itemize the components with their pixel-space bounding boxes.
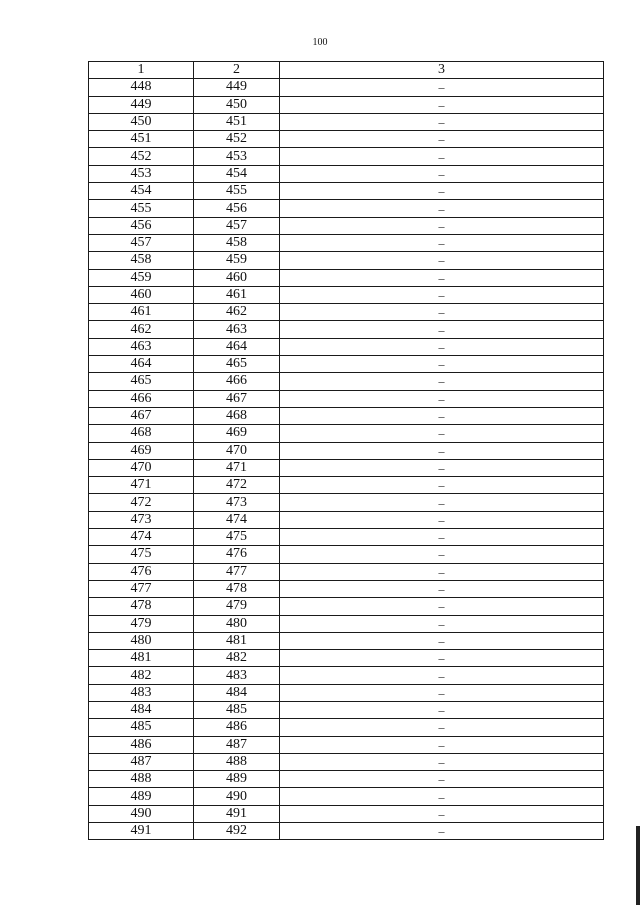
cell-col-3: – bbox=[280, 286, 604, 303]
cell-col-2: 473 bbox=[194, 494, 280, 511]
cell-col-3: – bbox=[280, 632, 604, 649]
cell-col-2: 450 bbox=[194, 96, 280, 113]
table-row bbox=[89, 771, 604, 788]
cell-col-2: 458 bbox=[194, 234, 280, 251]
table-row bbox=[89, 113, 604, 130]
cell-col-2: 484 bbox=[194, 684, 280, 701]
table-row bbox=[89, 580, 604, 597]
cell-col-3: – bbox=[280, 304, 604, 321]
cell-col-1: 462 bbox=[89, 321, 194, 338]
cell-col-1: 490 bbox=[89, 805, 194, 822]
cell-col-3: – bbox=[280, 269, 604, 286]
cell-col-2: 475 bbox=[194, 529, 280, 546]
cell-col-2: 472 bbox=[194, 477, 280, 494]
cell-col-2: 461 bbox=[194, 286, 280, 303]
cell-col-2: 463 bbox=[194, 321, 280, 338]
cell-col-2: 485 bbox=[194, 701, 280, 718]
cell-col-2: 481 bbox=[194, 632, 280, 649]
table-row bbox=[89, 442, 604, 459]
cell-col-1: 465 bbox=[89, 373, 194, 390]
cell-col-1: 463 bbox=[89, 338, 194, 355]
cell-col-3: – bbox=[280, 719, 604, 736]
cell-col-3: – bbox=[280, 442, 604, 459]
cell-col-2: 477 bbox=[194, 563, 280, 580]
cell-col-1: 485 bbox=[89, 719, 194, 736]
cell-col-2: 488 bbox=[194, 753, 280, 770]
cell-col-3: – bbox=[280, 477, 604, 494]
cell-col-2: 487 bbox=[194, 736, 280, 753]
table-row bbox=[89, 650, 604, 667]
cell-col-3: – bbox=[280, 356, 604, 373]
cell-col-3: – bbox=[280, 183, 604, 200]
cell-col-3: – bbox=[280, 79, 604, 96]
cell-col-3: – bbox=[280, 701, 604, 718]
cell-col-2: 483 bbox=[194, 667, 280, 684]
cell-col-3: – bbox=[280, 425, 604, 442]
cell-col-1: 466 bbox=[89, 390, 194, 407]
table-row bbox=[89, 304, 604, 321]
column-header-3: 3 bbox=[280, 62, 604, 79]
table-row bbox=[89, 252, 604, 269]
cell-col-3: – bbox=[280, 459, 604, 476]
cell-col-1: 473 bbox=[89, 511, 194, 528]
table-row bbox=[89, 165, 604, 182]
cell-col-3: – bbox=[280, 217, 604, 234]
cell-col-3: – bbox=[280, 494, 604, 511]
cell-col-1: 467 bbox=[89, 407, 194, 424]
cell-col-3: – bbox=[280, 684, 604, 701]
cell-col-1: 459 bbox=[89, 269, 194, 286]
cell-col-3: – bbox=[280, 200, 604, 217]
cell-col-3: – bbox=[280, 338, 604, 355]
cell-col-2: 486 bbox=[194, 719, 280, 736]
cell-col-3: – bbox=[280, 598, 604, 615]
cell-col-2: 478 bbox=[194, 580, 280, 597]
table-body bbox=[89, 79, 604, 840]
table-row bbox=[89, 598, 604, 615]
table-row bbox=[89, 131, 604, 148]
cell-col-1: 479 bbox=[89, 615, 194, 632]
table-row bbox=[89, 286, 604, 303]
cell-col-3: – bbox=[280, 788, 604, 805]
table-row bbox=[89, 511, 604, 528]
table-row bbox=[89, 425, 604, 442]
cell-col-1: 477 bbox=[89, 580, 194, 597]
cell-col-2: 474 bbox=[194, 511, 280, 528]
table-row bbox=[89, 338, 604, 355]
cell-col-2: 480 bbox=[194, 615, 280, 632]
page-number: 100 bbox=[312, 37, 328, 48]
cell-col-1: 472 bbox=[89, 494, 194, 511]
cell-col-1: 449 bbox=[89, 96, 194, 113]
table-row bbox=[89, 459, 604, 476]
cell-col-1: 487 bbox=[89, 753, 194, 770]
cell-col-1: 476 bbox=[89, 563, 194, 580]
cell-col-3: – bbox=[280, 563, 604, 580]
cell-col-1: 455 bbox=[89, 200, 194, 217]
cell-col-3: – bbox=[280, 234, 604, 251]
table-row bbox=[89, 373, 604, 390]
cell-col-2: 462 bbox=[194, 304, 280, 321]
cell-col-3: – bbox=[280, 667, 604, 684]
table-row bbox=[89, 529, 604, 546]
cell-col-3: – bbox=[280, 148, 604, 165]
cell-col-1: 448 bbox=[89, 79, 194, 96]
cell-col-1: 484 bbox=[89, 701, 194, 718]
cell-col-2: 482 bbox=[194, 650, 280, 667]
cell-col-3: – bbox=[280, 511, 604, 528]
cell-col-2: 457 bbox=[194, 217, 280, 234]
table-row bbox=[89, 269, 604, 286]
cell-col-2: 479 bbox=[194, 598, 280, 615]
table-row bbox=[89, 356, 604, 373]
cell-col-1: 453 bbox=[89, 165, 194, 182]
cell-col-1: 488 bbox=[89, 771, 194, 788]
cell-col-1: 450 bbox=[89, 113, 194, 130]
cell-col-3: – bbox=[280, 131, 604, 148]
cell-col-3: – bbox=[280, 650, 604, 667]
cell-col-1: 461 bbox=[89, 304, 194, 321]
table-row bbox=[89, 390, 604, 407]
cell-col-3: – bbox=[280, 407, 604, 424]
cell-col-2: 489 bbox=[194, 771, 280, 788]
table-row bbox=[89, 494, 604, 511]
cell-col-2: 490 bbox=[194, 788, 280, 805]
table-row bbox=[89, 321, 604, 338]
cell-col-2: 467 bbox=[194, 390, 280, 407]
cell-col-2: 468 bbox=[194, 407, 280, 424]
cell-col-1: 464 bbox=[89, 356, 194, 373]
cell-col-2: 491 bbox=[194, 805, 280, 822]
table-row bbox=[89, 753, 604, 770]
cell-col-2: 476 bbox=[194, 546, 280, 563]
cell-col-1: 460 bbox=[89, 286, 194, 303]
cell-col-3: – bbox=[280, 546, 604, 563]
cell-col-3: – bbox=[280, 771, 604, 788]
cell-col-1: 481 bbox=[89, 650, 194, 667]
table-row bbox=[89, 217, 604, 234]
cell-col-1: 482 bbox=[89, 667, 194, 684]
table-row bbox=[89, 684, 604, 701]
table-row bbox=[89, 148, 604, 165]
cell-col-2: 456 bbox=[194, 200, 280, 217]
table-header-row bbox=[89, 62, 604, 79]
cell-col-3: – bbox=[280, 615, 604, 632]
data-table bbox=[88, 61, 604, 840]
table-row bbox=[89, 546, 604, 563]
table-row bbox=[89, 823, 604, 840]
cell-col-3: – bbox=[280, 580, 604, 597]
cell-col-3: – bbox=[280, 321, 604, 338]
cell-col-1: 457 bbox=[89, 234, 194, 251]
cell-col-3: – bbox=[280, 529, 604, 546]
table-row bbox=[89, 563, 604, 580]
cell-col-1: 474 bbox=[89, 529, 194, 546]
table-row bbox=[89, 477, 604, 494]
table-row bbox=[89, 805, 604, 822]
cell-col-1: 471 bbox=[89, 477, 194, 494]
cell-col-2: 492 bbox=[194, 823, 280, 840]
cell-col-1: 486 bbox=[89, 736, 194, 753]
cell-col-2: 454 bbox=[194, 165, 280, 182]
table-row bbox=[89, 200, 604, 217]
cell-col-1: 489 bbox=[89, 788, 194, 805]
cell-col-2: 451 bbox=[194, 113, 280, 130]
table-row bbox=[89, 407, 604, 424]
cell-col-2: 470 bbox=[194, 442, 280, 459]
cell-col-3: – bbox=[280, 373, 604, 390]
cell-col-1: 456 bbox=[89, 217, 194, 234]
cell-col-2: 466 bbox=[194, 373, 280, 390]
column-header-1: 1 bbox=[89, 62, 194, 79]
cell-col-1: 483 bbox=[89, 684, 194, 701]
cell-col-1: 480 bbox=[89, 632, 194, 649]
cell-col-1: 478 bbox=[89, 598, 194, 615]
cell-col-2: 471 bbox=[194, 459, 280, 476]
cell-col-2: 460 bbox=[194, 269, 280, 286]
cell-col-2: 449 bbox=[194, 79, 280, 96]
cell-col-1: 491 bbox=[89, 823, 194, 840]
cell-col-1: 458 bbox=[89, 252, 194, 269]
cell-col-3: – bbox=[280, 165, 604, 182]
cell-col-3: – bbox=[280, 390, 604, 407]
table-row bbox=[89, 788, 604, 805]
cell-col-2: 469 bbox=[194, 425, 280, 442]
cell-col-3: – bbox=[280, 113, 604, 130]
table-row bbox=[89, 632, 604, 649]
cell-col-1: 451 bbox=[89, 131, 194, 148]
cell-col-2: 455 bbox=[194, 183, 280, 200]
cell-col-3: – bbox=[280, 823, 604, 840]
cell-col-2: 464 bbox=[194, 338, 280, 355]
table-row bbox=[89, 234, 604, 251]
table-row bbox=[89, 719, 604, 736]
cell-col-2: 452 bbox=[194, 131, 280, 148]
table-row bbox=[89, 615, 604, 632]
column-header-2: 2 bbox=[194, 62, 280, 79]
cell-col-1: 468 bbox=[89, 425, 194, 442]
table-row bbox=[89, 701, 604, 718]
cell-col-3: – bbox=[280, 753, 604, 770]
table-row bbox=[89, 667, 604, 684]
table-row bbox=[89, 183, 604, 200]
table-row bbox=[89, 96, 604, 113]
cell-col-1: 469 bbox=[89, 442, 194, 459]
table-row bbox=[89, 736, 604, 753]
cell-col-2: 453 bbox=[194, 148, 280, 165]
scan-edge-mark bbox=[636, 826, 640, 905]
cell-col-1: 475 bbox=[89, 546, 194, 563]
cell-col-3: – bbox=[280, 805, 604, 822]
cell-col-2: 465 bbox=[194, 356, 280, 373]
table-row bbox=[89, 79, 604, 96]
cell-col-2: 459 bbox=[194, 252, 280, 269]
cell-col-1: 454 bbox=[89, 183, 194, 200]
cell-col-1: 470 bbox=[89, 459, 194, 476]
cell-col-1: 452 bbox=[89, 148, 194, 165]
cell-col-3: – bbox=[280, 252, 604, 269]
cell-col-3: – bbox=[280, 736, 604, 753]
cell-col-3: – bbox=[280, 96, 604, 113]
